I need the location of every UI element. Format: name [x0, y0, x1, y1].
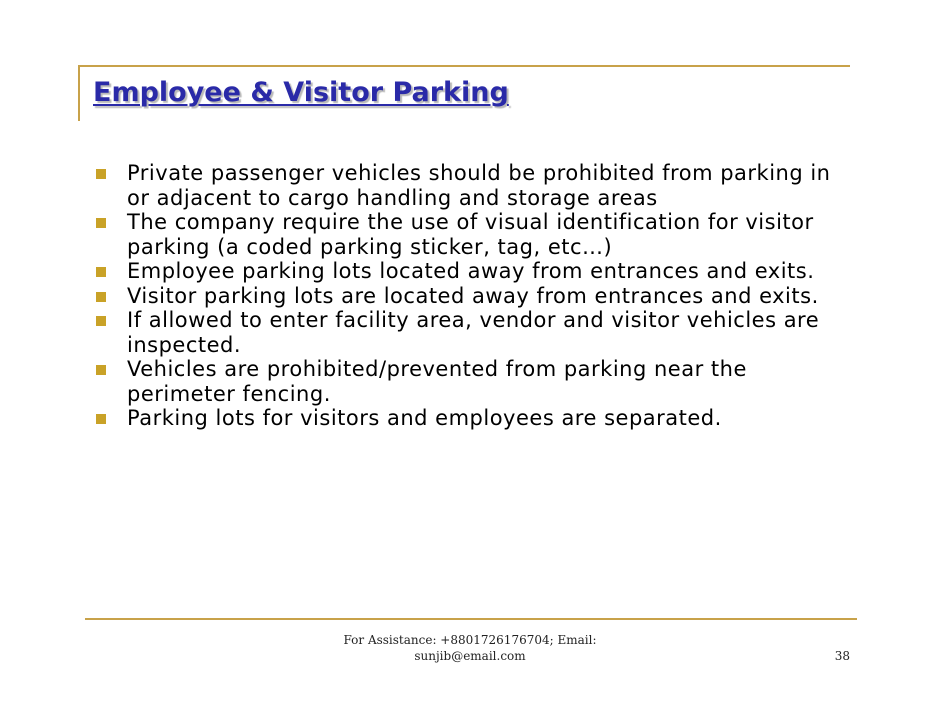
footer-contact [340, 632, 600, 664]
list-item [96, 161, 856, 210]
bullet-text: Employee parking lots located away from entrances and exits. [127, 259, 815, 283]
bullet-list [96, 161, 856, 431]
top-divider-line [78, 65, 850, 67]
list-item [96, 308, 856, 357]
bottom-divider-line [85, 618, 857, 620]
bullet-text: Vehicles are prohibited/prevented from parking near the perimeter fencing. [127, 357, 747, 406]
bullet-text: Visitor parking lots are located away from entrances and exits. [127, 283, 819, 308]
square-bullet-icon [96, 218, 106, 228]
list-item [96, 284, 856, 309]
left-accent-line [78, 65, 80, 121]
square-bullet-icon [96, 414, 106, 424]
square-bullet-icon [96, 267, 106, 277]
slide-title: Employee & Visitor Parking [93, 77, 509, 108]
bullet-text: Parking lots for visitors and employees are separated. [127, 406, 722, 430]
bullet-text: Private passenger vehicles should be prohibited from parking in or adjacent to cargo handling and storage areas [127, 161, 831, 210]
list-item [96, 259, 856, 284]
square-bullet-icon [96, 365, 106, 375]
footer-line-email: sunjib@email.com [414, 649, 526, 663]
square-bullet-icon [96, 169, 106, 179]
page-number: 38 [834, 649, 850, 663]
list-item [96, 406, 856, 431]
footer-line-assistance: For Assistance: +8801726176704; Email: [343, 633, 597, 647]
list-item [96, 210, 856, 259]
list-item [96, 357, 856, 406]
square-bullet-icon [96, 292, 106, 302]
bullet-text: The company require the use of visual identification for visitor parking (a coded parking sticker, tag, etc…) [127, 210, 814, 259]
square-bullet-icon [96, 316, 106, 326]
bullet-text: If allowed to enter facility area, vendor and visitor vehicles are inspected. [127, 308, 820, 357]
